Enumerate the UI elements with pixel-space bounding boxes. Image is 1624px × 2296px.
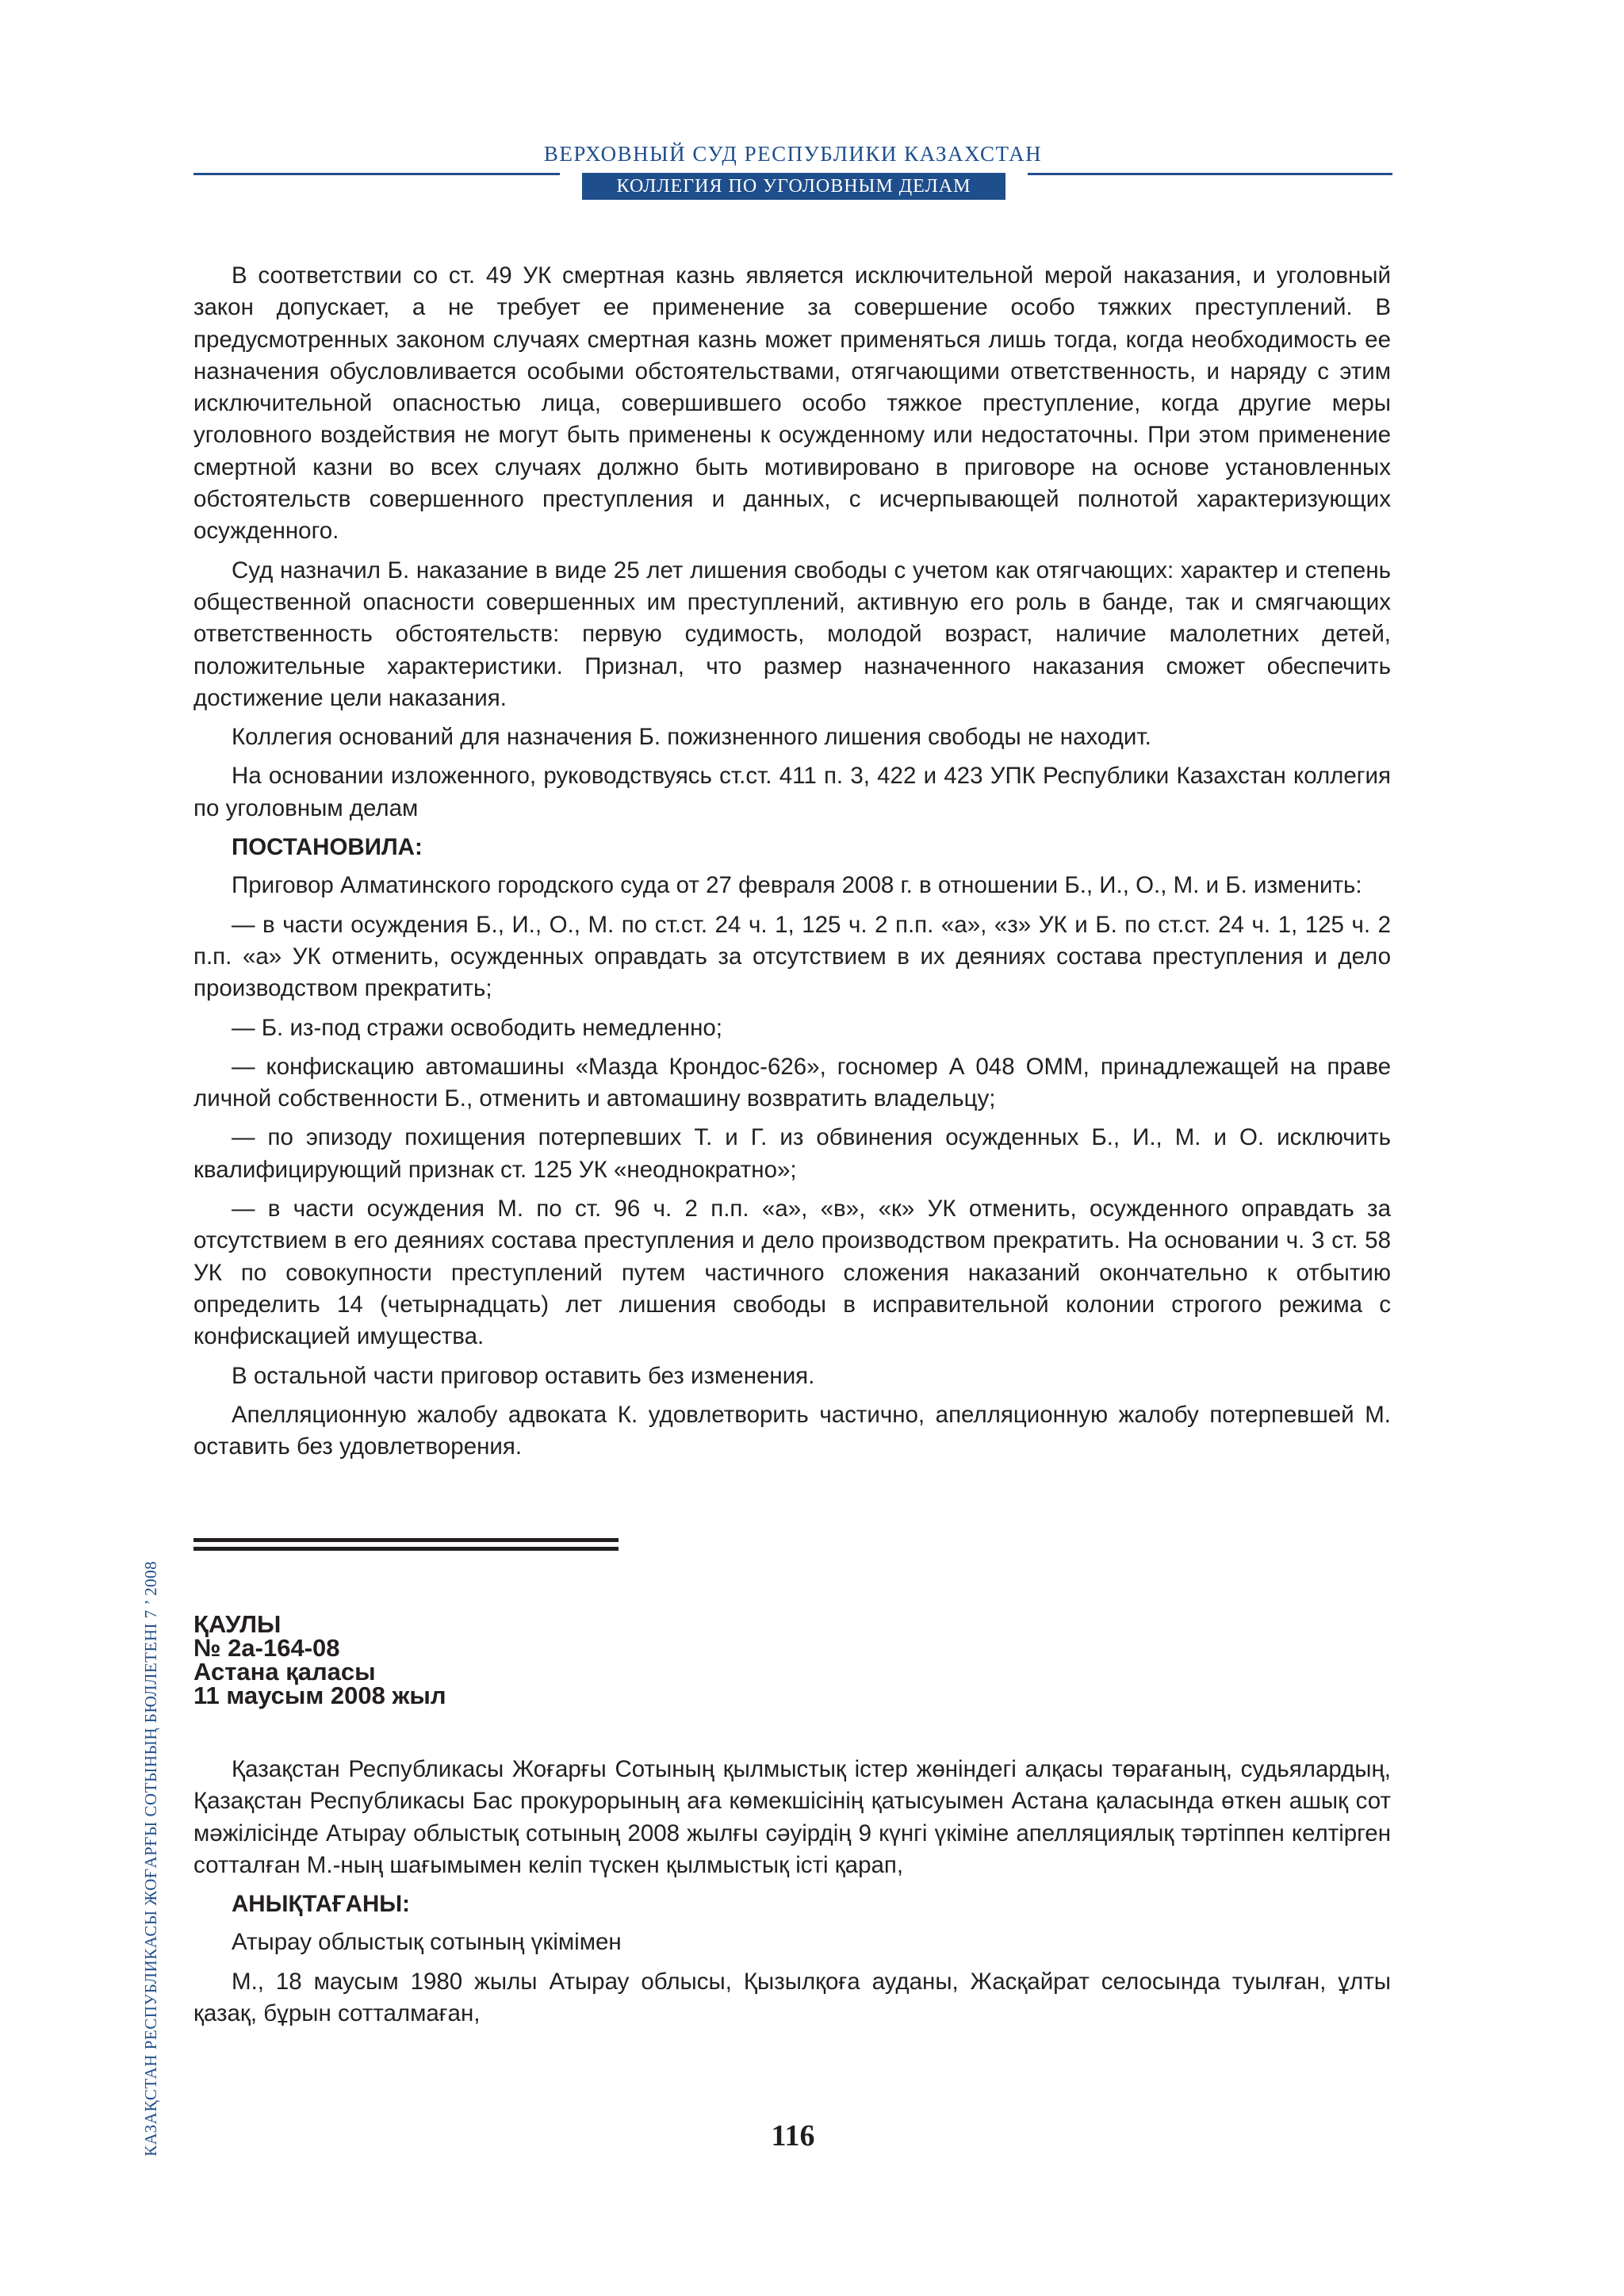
running-header xyxy=(193,140,1392,200)
header-subtitle: КОЛЛЕГИЯ ПО УГОЛОВНЫМ ДЕЛАМ xyxy=(582,173,1005,200)
page-number: 116 xyxy=(771,2119,815,2152)
resolution-paragraph: — в части осуждения Б., И., О., М. по ст.ст. 24 ч. 1, 125 ч. 2 п.п. «а», «з» УК и Б. по ст.ст. 24 ч. 1, 125 ч. 2 п.п. «а» УК отменить, осужденных оправдать за отсутствием в их деяниях состава преступления и дело производством прекратить; xyxy=(193,911,1391,1002)
ruling-heading-block xyxy=(193,1610,749,1709)
ruling-paragraph: Атырау облыстық сотының үкімімен xyxy=(232,1929,622,1956)
body-paragraph: На основании изложенного, руководствуясь ст.ст. 411 п. 3, 422 и 423 УПК Республики Казахстан коллегия по уголовным делам xyxy=(193,763,1391,821)
ruling-intro: Қазақстан Республикасы Жоғарғы Сотының қылмыстық істер жөніндегі алқасы төрағаның, судьялардың, Қазақстан Республикасы Бас прокурорының аға көмекшісінің қатысуымен Астана қаласында өткен ашық сот мәжілісінде Атырау облыстық сотының 2008 жылғы сәуірдің 9 күнгі үкіміне апелляциялық тәртіппен келтірген сотталған М.-ның шағымымен келіп түскен қылмыстық істі қарап, xyxy=(193,1756,1391,1878)
section-divider xyxy=(193,1538,619,1551)
resolution-paragraph: — конфискацию автомашины «Мазда Крондос-626», госномер А 048 ОММ, принадлежащей на праве личной собственности Б., отменить и автомашину возвратить владельцу; xyxy=(193,1053,1391,1112)
resolution-paragraph: — по эпизоду похищения потерпевших Т. и Г. из обвинения осужденных Б., И., М. и О. исключить квалифицирующий признак ст. 125 УК «неоднократно»; xyxy=(193,1124,1391,1183)
header-title: ВЕРХОВНЫЙ СУД РЕСПУБЛИКИ КАЗАХСТАН xyxy=(543,142,1043,166)
resolution-heading: ПОСТАНОВИЛА: xyxy=(232,834,423,861)
resolution-paragraph: — Б. из-под стражи освободить немедленно; xyxy=(232,1014,722,1041)
ruling-paragraph: М., 18 маусым 1980 жылы Атырау облысы, Қызылқоға ауданы, Жасқайрат селосында туылған, ұлты қазақ, бұрын сотталмаған, xyxy=(193,1968,1391,2027)
header-rule-right xyxy=(1028,173,1392,175)
ruling-body xyxy=(193,1754,1391,2037)
ruling-number: № 2а-164-08 xyxy=(193,1634,340,1662)
ruling-title: ҚАУЛЫ xyxy=(193,1610,282,1638)
body-paragraph: Суд назначил Б. наказание в виде 25 лет лишения свободы с учетом как отягчающих: характер и степень общественной опасности совершенных им преступлений, активную его роль в банде, так и смягчающих ответственность обстоятельств: первую судимость, молодой возраст, наличие малолетних детей, положительные характеристики. Признал, что размер назначенного наказания сможет обеспечить достижение цели наказания. xyxy=(193,557,1391,711)
side-journal-title: КАЗАҚСТАН РЕСПУБЛИКАСЫ ЖОҒАРҒЫ СОТЫНЫҢ БЮЛЛЕТЕНІ 7 ’ 2008 xyxy=(141,1560,160,2156)
body-paragraph: Коллегия оснований для назначения Б. пожизненного лишения свободы не находит. xyxy=(232,724,1151,751)
resolution-paragraph: — в части осуждения М. по ст. 96 ч. 2 п.п. «а», «в», «к» УК отменить, осужденного оправдать за отсутствием в его деяниях состава преступления и дело производством прекратить. На основании ч. 3 ст. 58 УК по совокупности преступлений путем частичного сложения наказаний окончательно к отбытию определить 14 (четырнадцать) лет лишения свободы в исправительной колонии строгого режима с конфискацией имущества. xyxy=(193,1196,1391,1350)
resolution-paragraph: Приговор Алматинского городского суда от 27 февраля 2008 г. в отношении Б., И., О., М. и Б. изменить: xyxy=(232,872,1362,899)
ruling-date: 11 маусым 2008 жыл xyxy=(193,1682,446,1709)
header-rule-left xyxy=(193,173,560,175)
decision-body xyxy=(193,260,1391,1470)
ruling-city: Астана қаласы xyxy=(193,1658,376,1686)
body-paragraph: В соответствии со ст. 49 УК смертная казнь является исключительной мерой наказания, и уголовный закон допускает, а не требует ее применение за совершение особо тяжких преступлений. В предусмотренных законом случаях смертная казнь может применяться лишь тогда, когда необходимость ее назначения обусловливается особыми обстоятельствами, отягчающими ответственность, и наряду с этим исключительной опасностью лица, совершившего особо тяжкое преступление, когда другие меры уголовного воздействия не могут быть применены к осужденному или недостаточны. При этом применение смертной казни во всех случаях должно быть мотивировано в приговоре на основе установленных обстоятельств совершенного преступления и данных, с исчерпывающей полнотой характеризующих осужденного. xyxy=(193,262,1391,545)
resolution-paragraph: В остальной части приговор оставить без изменения. xyxy=(232,1362,815,1389)
resolution-paragraph: Апелляционную жалобу адвоката К. удовлетворить частично, апелляционную жалобу потерпевшей М. оставить без удовлетворения. xyxy=(193,1401,1391,1460)
ruling-findings-heading: АНЫҚТАҒАНЫ: xyxy=(232,1891,410,1918)
